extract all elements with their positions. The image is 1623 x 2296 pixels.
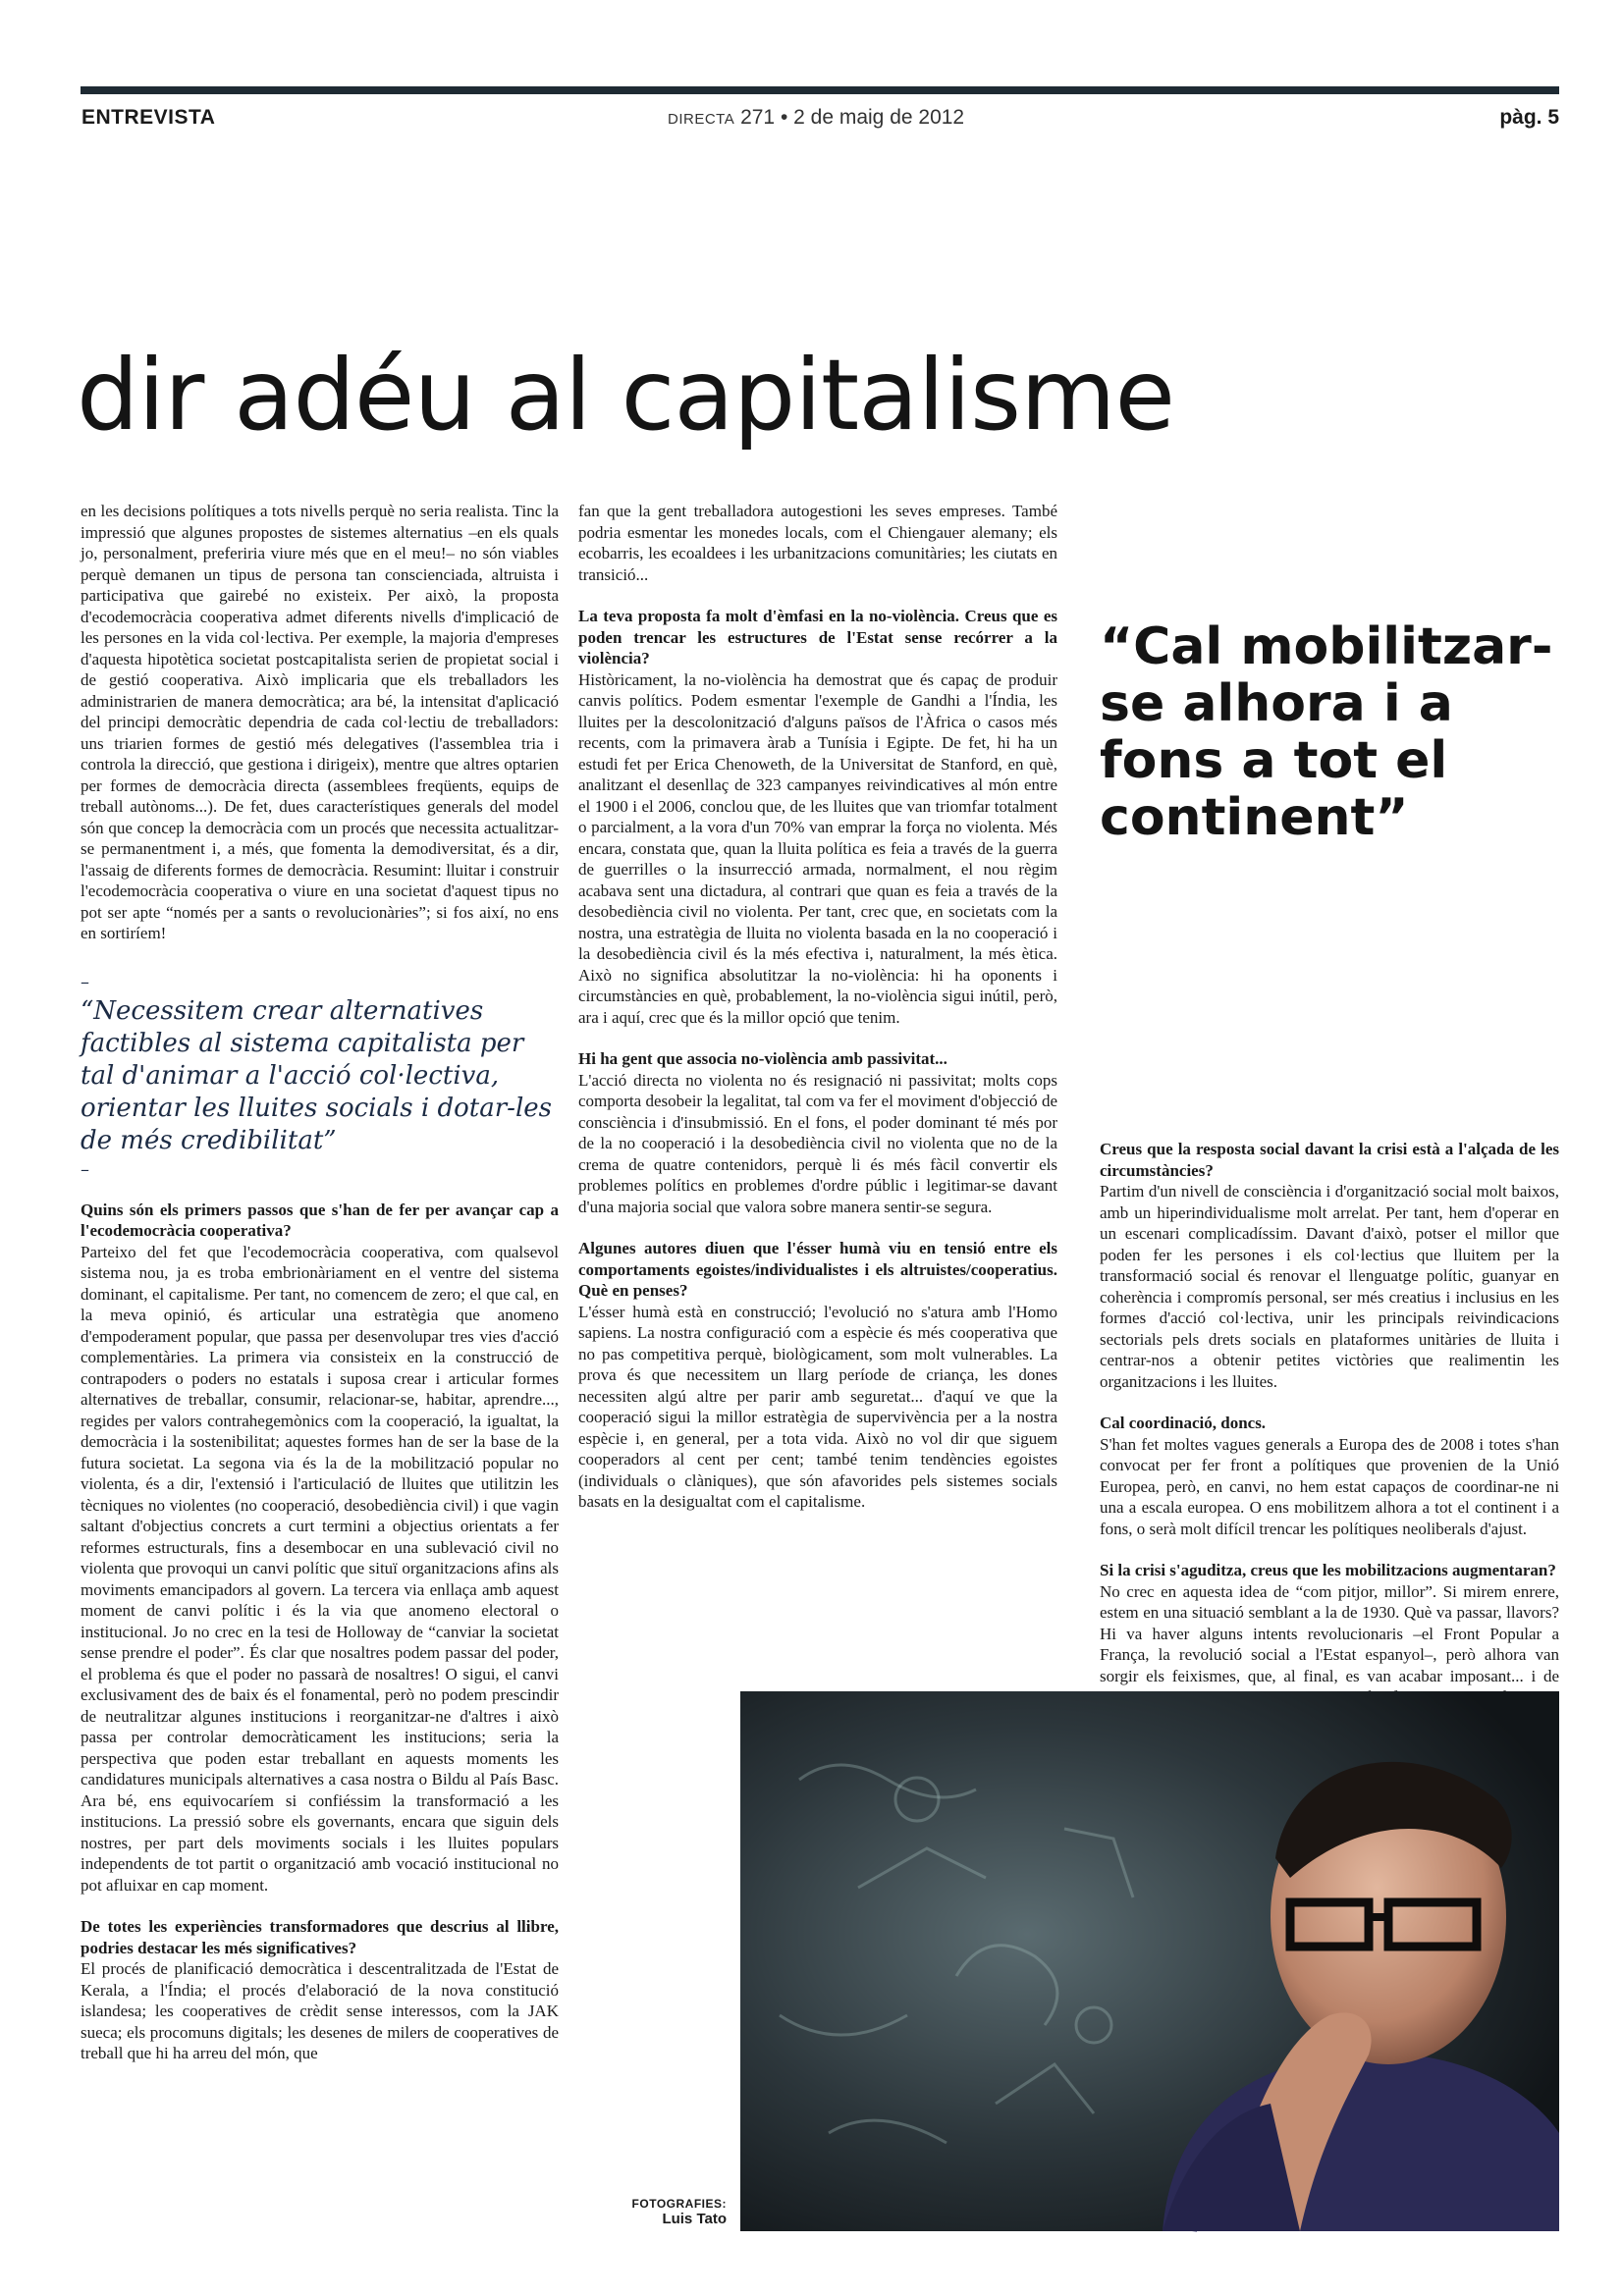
question: Cal coordinació, doncs. bbox=[1100, 1414, 1267, 1432]
question: Si la crisi s'aguditza, creus que les mobilitzacions augmentaran? bbox=[1100, 1561, 1556, 1579]
answer: L'acció directa no violenta no és resignació ni passivitat; molts cops comporta desobeir la legalitat, tal com va fer el moviment d'objecció de consciència i d'insubmissió. En el fons, el poder dominant té més por de la no cooperació i la desobediència civil no violenta que no de la crema de quatre contenidors, perquè li és més fàcil convertir els problemes polítics en problemes d'ordre públic i legitimar-se davant d'una majoria social que valora sobre manera sentir-se segura. bbox=[578, 1070, 1057, 1216]
answer: El procés de planificació democràtica i descentralitzada de l'Estat de Kerala, a l'Índia; el procés d'elaboració de la nova constitució islandesa; les cooperatives de crèdit sense interessos, com la JAK sueca; els procomuns digitals; les desenes de milers de cooperatives de treball que hi ha arreu del món, que bbox=[81, 1959, 559, 2062]
photo-credit bbox=[587, 2197, 727, 2227]
quote-dash-top: – bbox=[81, 971, 89, 992]
pull-quote bbox=[81, 971, 559, 1180]
publication-name: DIRECTA bbox=[668, 111, 735, 128]
pull-quote-text: “Necessitem crear alternatives factibles al sistema capitalista per tal d'animar a l'acció col·lectiva, orientar les lluites socials i dotar-les de més credibilitat” bbox=[81, 995, 552, 1155]
quote-dash-bottom: – bbox=[81, 1158, 89, 1180]
question: Quins són els primers passos que s'han de fer per avançar cap a l'ecodemocràcia cooperativa? bbox=[81, 1200, 559, 1240]
answer: L'ésser humà està en construcció; l'evolució no s'atura amb l'Homo sapiens. La nostra configuració com a espècie és més cooperativa que no pas competitiva perquè, biològicament, som molt vulnerables. La prova és que necessitem un llarg període de criança, les dones necessiten algú altre per parir amb seguretat... d'aquí ve que la cooperació sigui la millor estratègia de supervivència per a la nostra espècie i, en general, per a tota vida. Això no vol dir que siguem cooperadors al cent per cent; també tenim tendències egoistes (individuals o clàniques), que són afavorides pels sistemes socials basats en la desigualtat com el capitalisme. bbox=[578, 1302, 1057, 1511]
section-label: ENTREVISTA bbox=[81, 106, 216, 129]
answer: Partim d'un nivell de consciència i d'organització social molt baixos, amb un hiperindividualisme molt arrelat. Per tant, hem d'operar en un escenari complicadíssim. Davant d'això, potser el millor que poden fer les persones i els col·lectius que lluitem per la transformació social és renovar el llenguatge polític, guanyar en coherència i compromís personal, ser més creatius i inclusius en les formes d'acció col·lectiva, unir les principals reivindicacions sectorials pels drets socials en plataformes unitàries de lluita i centrar-nos a obtenir petites victòries que realimentin les organitzacions i les lluites. bbox=[1100, 1182, 1559, 1391]
headline: dir adéu al capitalisme bbox=[77, 338, 1175, 453]
issue-date: 271 • 2 de maig de 2012 bbox=[740, 106, 965, 129]
answer: No crec en aquesta idea de “com pitjor, millor”. Si mirem enrere, estem en una situació semblant a la de 1930. Què va passar, llavors? Hi va haver alguns intents revolucionaris –el Front Popular a França, la revolució social a l'Estat espanyol–, però alhora van sorgir els feixismes, que, al final, es van acabar imposant... i de bbox=[1100, 1581, 1559, 1685]
question: Algunes autores diuen que l'ésser humà viu en tensió entre els comportaments egoistes/individualistes i els altruistes/cooperatius. Què en penses? bbox=[578, 1239, 1057, 1300]
answer: Parteixo del fet que l'ecodemocràcia cooperativa, com qualsevol sistema nou, ja es troba embrionàriament en el ventre del sistema dominant, el capitalisme. Per tant, no comencem de zero; el que cal, en la meva opinió, és articular una estratègia que anomeno d'empoderament popular, que passa per desenvolupar tres vies d'acció complementàries. La primera via consisteix en la construcció de contrapoders o poders no estatals i suposa crear i articular formes alternatives de treballar, consumir, relacionar-se, habitar, aprendre..., regides per valors contrahegemònics com la cooperació, la igualtat, la democràcia i la sostenibilitat; aquestes formes han de ser la base de la futura societat. La segona via és la de la mobilització popular no violenta, és a dir, l'extensió i l'articulació de lluites que utilitzin les tècniques no violentes (no cooperació, desobediència civil) i que vagin saltant d'objectius concrets a curt termini a objectius orientats a fer reformes estructurals, fins a desembocar en una sublevació civil no violenta que provoqui un canvi polític que situï organitzacions afins als moviments emancipadors al govern. La tercera via enllaça amb aquest moment de canvi polític i és la via que anomeno electoral o institucional. Jo no crec en la tesi de Holloway de “canviar la societat sense prendre el poder”. És clar que nosaltres podem passar del poder, el problema és que el poder no passarà de nosaltres! O sigui, el canvi exclusivament des de baix és el fonamental, però no podem prescindir de neutralitzar algunes institucions i reorganitzar-ne d'altres i això passa per controlar democràticament les institucions; seria la perspectiva que poden estar treballant en aquests moments les candidatures municipals alternatives a casa nostra o Bildu al País Basc. Ara bé, ens equivocaríem si confiéssim la transformació a les institucions. La pressió sobre els governants, encara que siguin dels nostres, per part dels moviments socials i les lluites populars independents de tot partit o organització amb vocació institucional no pot afluixar en cap moment. bbox=[81, 1242, 559, 1895]
interview-photo bbox=[740, 1691, 1559, 2231]
issue-info bbox=[668, 106, 964, 130]
question: La teva proposta fa molt d'èmfasi en la no-violència. Creus que es poden trencar les estructures de l'Estat sense recórrer a la violència? bbox=[578, 607, 1057, 667]
column-2 bbox=[578, 501, 1057, 1669]
question: Hi ha gent que associa no-violència amb passivitat... bbox=[578, 1049, 947, 1068]
photo-credit-label: FOTOGRAFIES: bbox=[631, 2197, 727, 2211]
photo-credit-name: Luis Tato bbox=[662, 2211, 727, 2227]
question: De totes les experiències transformadores que descrius al llibre, podries destacar les més significatives? bbox=[81, 1917, 559, 1957]
column-1 bbox=[81, 501, 559, 2062]
answer: Històricament, la no-violència ha demostrat que és capaç de produir canvis polítics. Podem esmentar l'exemple de Gandhi a l'Índia, les lluites per la descolonització d'alguns països de l'Àfrica o casos més recents, com la primavera àrab a Tunísia i Egipte. De fet, hi ha un estudi fet per Erica Chenoweth, de la Universitat de Stanford, en què, analitzant el desenllaç de 323 campanyes reivindicatives al món entre el 1900 i el 2006, conclou que, de les lluites que van triomfar totalment o parcialment, a la vora d'un 70% van emprar la força no violenta. Més encara, constata que, quan la lluita política es feia a través de la guerra de guerrilles o la insurrecció armada, normalment, el nou règim acabava sent una dictadura, al contrari que quan es feia a través de la desobediència civil no violenta. Per tant, crec que, en societats com la nostra, una estratègia de lluita no violenta basada en la no cooperació i la desobediència civil és la més efectiva i, naturalment, la més ètica. Això no significa absolutitzar la no-violència: hi ha oponents i circumstàncies en què, probablement, la no-violència sigui inútil, però, ara i aquí, crec que és la millor opció que tenim. bbox=[578, 669, 1057, 1027]
column-3 bbox=[1100, 1139, 1559, 1685]
highlight-quote: “Cal mobilitzar-se alhora i a fons a tot el continent” bbox=[1100, 617, 1553, 847]
portrait-illustration bbox=[740, 1691, 1559, 2231]
question: Creus que la resposta social davant la crisi està a l'alçada de les circumstàncies? bbox=[1100, 1140, 1559, 1180]
page-number: pàg. 5 bbox=[1499, 106, 1559, 129]
answer: S'han fet moltes vagues generals a Europa des de 2008 i totes s'han convocat per fer front a polítiques que provenien de la Unió Europea, però, en canvi, no hem estat capaços de coordinar-ne ni una a escala europea. O ens mobilitzem alhora a tot el continent i a fons, o serà molt difícil trencar les polítiques neoliberals d'ajust. bbox=[1100, 1434, 1559, 1538]
header-rule bbox=[81, 86, 1559, 94]
body-paragraph: fan que la gent treballadora autogestioni les seves empreses. També podria esmentar les monedes locals, com el Chiengauer alemany; els ecobarris, les ecoaldees i les urbanitzacions comunitàries; les ciutats en transició... bbox=[578, 502, 1057, 584]
body-paragraph: en les decisions polítiques a tots nivells perquè no seria realista. Tinc la impressió que algunes propostes de sistemes alternatius –en els quals jo, personalment, preferiria viure més que en el meu!– no són viables perquè demanen un tipus de persona tan conscienciada, altruista i participativa que gairebé no existeix. Per això, la proposta d'ecodemocràcia cooperativa admet diferents nivells d'implicació de les persones en la vida col·lectiva. Per exemple, la majoria d'empreses d'aquesta hipotètica societat postcapitalista serien de propietat social i de gestió cooperativa. Això implicaria que els treballadors les administrarien de manera democràtica; ara bé, la intensitat d'aplicació del principi democràtic dependria de cada col·lectiu de treballadors: uns triarien formes de gestió més delegatives (l'assemblea tria i controla la direcció, que gestiona i dirigeix), mentre que altres optarien per formes de democràcia directa (assemblees freqüents, equips de treball autònoms...). De fet, dues característiques generals del model són que concep la democràcia com un procés que necessita actualitzar-se permanentment i, a més, que fomenta la demodiversitat, és a dir, l'assaig de diferents formes de democràcia. Resumint: lluitar i construir l'ecodemocràcia cooperativa o viure en una societat d'aquest tipus no pot ser apte “només per a sants o revolucionàries”; si fos així, no ens en sortiríem! bbox=[81, 502, 559, 942]
